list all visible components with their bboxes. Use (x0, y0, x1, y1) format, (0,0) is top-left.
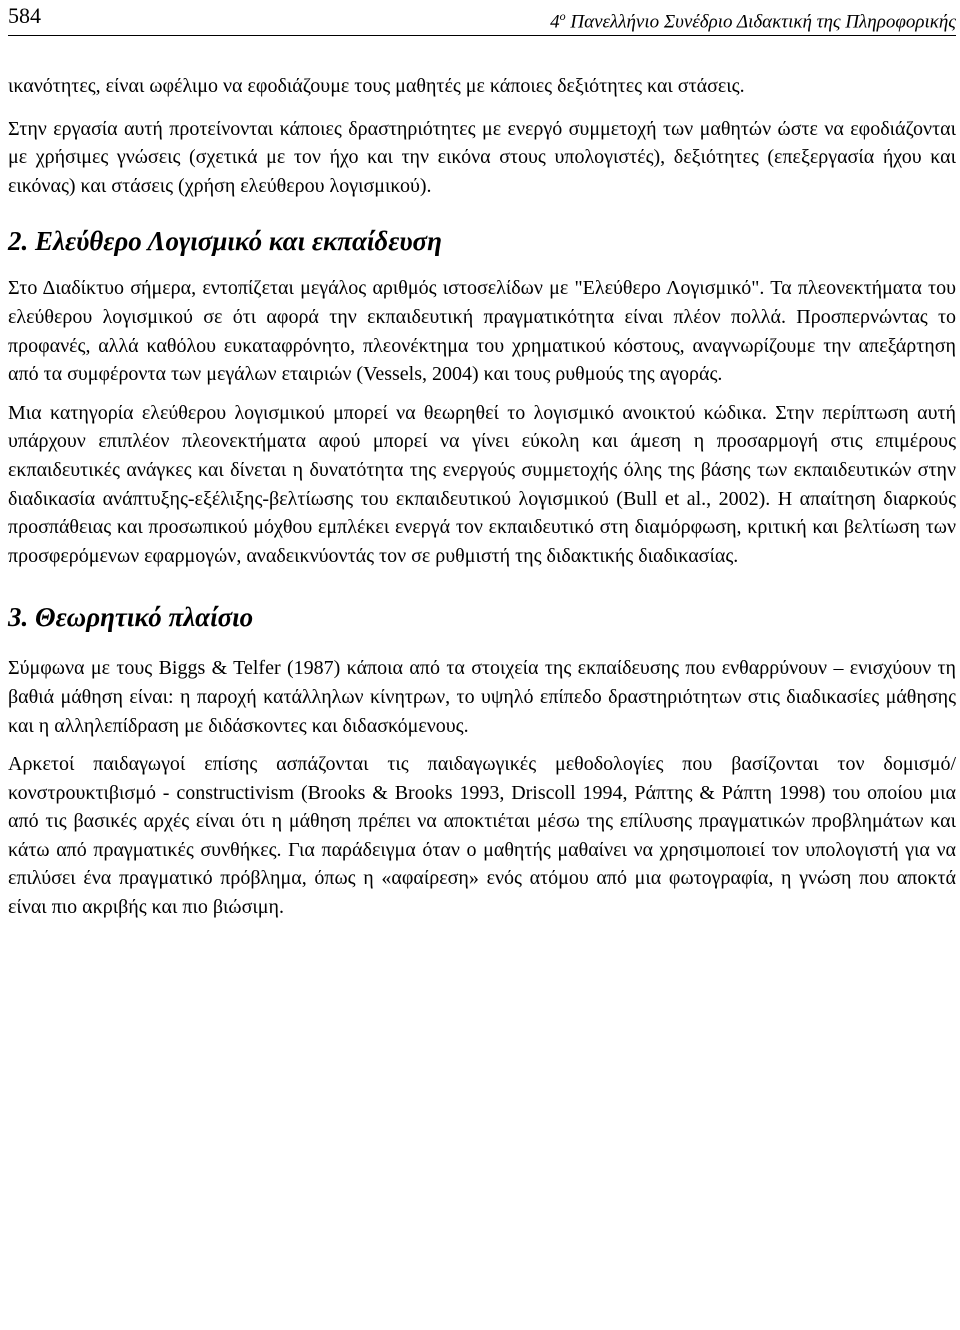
paragraph-continuation: ικανότητες, είναι ωφέλιμο να εφοδιάζουμε τους μαθητές με κάποιες δεξιότητες και στάσεις. (8, 75, 745, 97)
paragraph-constructivism: Αρκετοί παιδαγωγοί επίσης ασπάζονται τις παιδαγωγικές μεθοδολογίες που βασίζονται τον δομισμό/κονστρουκτιβισμό - constructivism (Brooks & Brooks 1993, Driscoll 1994, Ράπτης & Ράπτη 1998) του οποίου μια από τις βασικές αρχές είναι ότι η μάθηση πρέπει να αποκτιέται μέσω της επίλυσης πραγματικών προβλημάτων και κάτω από πραγματικές συνθήκες. Για παράδειγμα όταν ο μαθητής μαθαίνει να χρησιμοποιεί τον υπολογιστή για να επιλύσει ένα πραγματικό πρόβλημα, όπως η «αφαίρεση» ενός ατόμου από μια φωτογραφία, η γνώση που αποκτά είναι πιο ακριβής και πιο βιώσιμη. (8, 753, 956, 919)
paragraph-biggs-telfer: Σύμφωνα με τους Biggs & Telfer (1987) κάποια από τα στοιχεία της εκπαίδευσης που ενθαρρύνουν – ενισχύουν τη βαθιά μάθηση είναι: η παροχή κατάλληλων κίνητρων, το υψηλό επίπεδο δραστηριότητων στις διαδικασίες μάθησης και η αλληλεπίδραση με διδάσκοντες και διδασκόμενους. (8, 657, 956, 737)
conference-title (550, 2, 956, 36)
document-page (8, 0, 956, 932)
section-2-heading: 2. Ελεύθερο Λογισμικό και εκπαίδευση (8, 226, 442, 257)
paragraph-open-source: Μια κατηγορία ελεύθερου λογισμικού μπορεί να θεωρηθεί το λογισμικό ανοικτού κώδικα. Στην περίπτωση αυτή υπάρχουν επιπλέον πλεονεκτήματα αφού μπορεί να γίνει εύκολη και άμεση η προσαρμογή στις επιμέρους εκπαιδευτικές ανάγκες και δίνεται η δυνατότητα της ενεργούς συμμετοχής όλης της βάσης των εκπαιδευτικών στην διαδικασία ανάπτυξης-εξέλιξης-βελτίωσης του εκπαιδευτικού λογισμικού (Bull et al., 2002). Η απαίτηση διαρκούς προσπάθειας και προσωπικού μόχθου εμπλέκει ενεργά τον εκπαιδευτικό στη διαμόρφωση, κριτική και βελτίωση των προσφερόμενων εφαρμογών, αναδεικνύοντάς τον σε ρυθμιστή της διδακτικής διαδικασίας. (8, 401, 956, 567)
paragraph-intro: Στην εργασία αυτή προτείνονται κάποιες δραστηριότητες με ενεργό συμμετοχή των μαθητών ώστε να εφοδιάζονται με χρήσιμες γνώσεις (σχετικά με τον ήχο και την εικόνα στους υπολογιστές), δεξιότητες (επεξεργασία ήχου και εικόνας) και στάσεις (χρήση ελεύθερου λογισμικού). (8, 117, 956, 197)
page-body (8, 72, 956, 922)
conference-ordinal: 4 (550, 11, 560, 33)
running-header (8, 2, 956, 36)
conference-ordinal-sup: ο (559, 9, 566, 23)
section-3-heading: 3. Θεωρητικό πλαίσιο (8, 602, 254, 633)
page-number: 584 (8, 3, 41, 28)
conference-title-text: Πανελλήνιο Συνέδριο Διδακτική της Πληροφορικής (565, 11, 956, 33)
paragraph-free-software: Στο Διαδίκτυο σήμερα, εντοπίζεται μεγάλος αριθμός ιστοσελίδων με "Ελεύθερο Λογισμικό". Τα πλεονεκτήματα του ελεύθερου λογισμικού σε ότι αφορά την εκπαιδευτική πραγματικότητα είναι πλέον πολλά. Προσπερνώντας το προφανές, αλλά καθόλου ευκαταφρόνητο, πλεονέκτημα του χρηματικού κόστους, αναγνωρίζουμε την απεξάρτηση από τα συμφέροντα των μεγάλων εταιριών (Vessels, 2004) και τους ρυθμούς της αγοράς. (8, 277, 956, 386)
